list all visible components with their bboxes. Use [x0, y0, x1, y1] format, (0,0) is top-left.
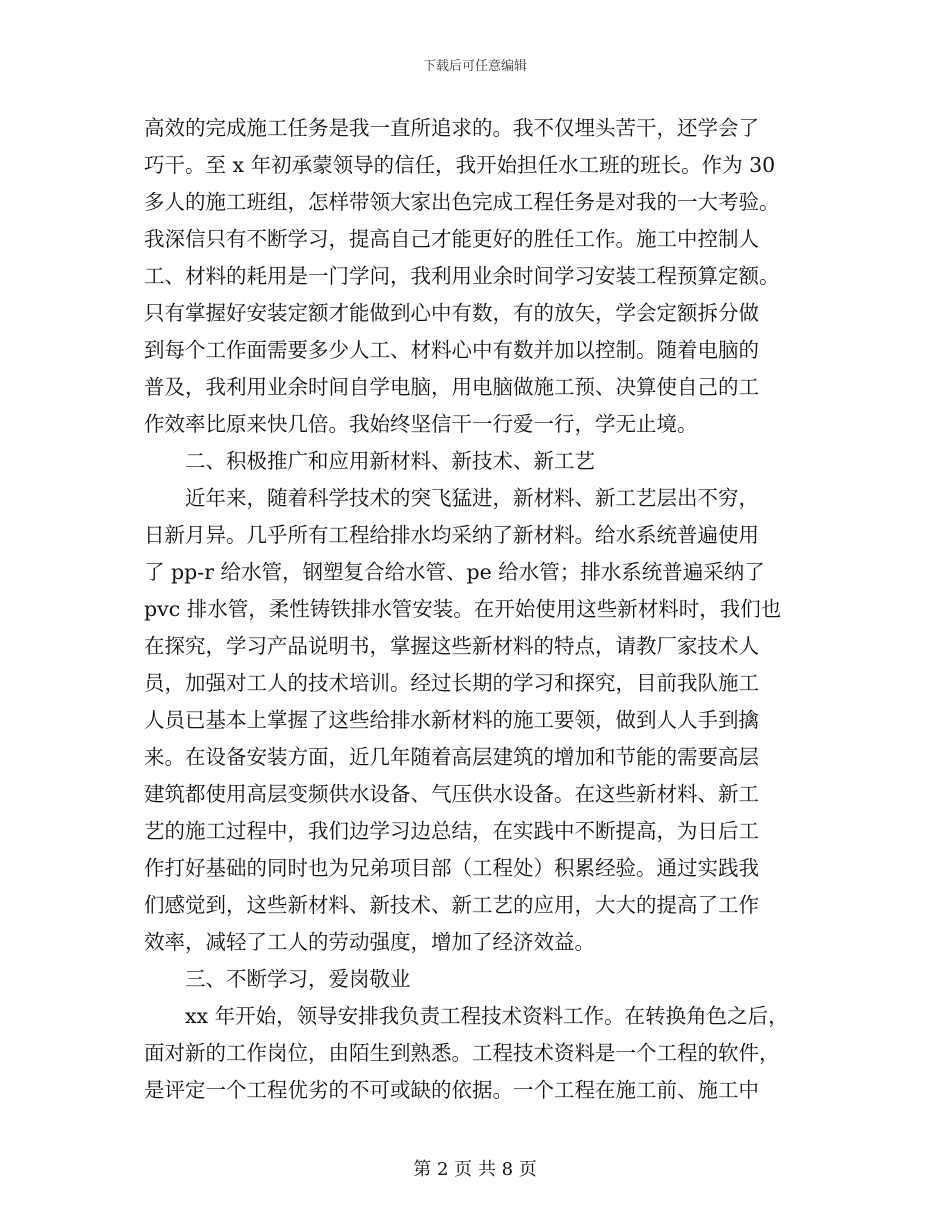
text-line: 巧干。至 x 年初承蒙领导的信任，我开始担任水工班的班长。作为 30: [144, 153, 776, 177]
text-line: 在探究，学习产品说明书，掌握这些新材料的特点，请教厂家技术人: [144, 634, 759, 658]
text-line: 工、材料的耗用是一门学问，我利用业余时间学习安装工程预算定额。: [144, 264, 780, 288]
text-line: 只有掌握好安装定额才能做到心中有数，有的放矢，学会定额拆分做: [144, 301, 759, 325]
section-heading: 三、不断学习，爱岗敬业: [185, 967, 411, 991]
document-body: [144, 110, 814, 1109]
text-line: 们感觉到，这些新材料、新技术、新工艺的应用，大大的提高了工作: [144, 893, 759, 917]
text-line: 艺的施工过程中，我们边学习边总结，在实践中不断提高，为日后工: [144, 819, 759, 843]
text-line: 我深信只有不断学习，提高自己才能更好的胜任工作。施工中控制人: [144, 227, 759, 251]
text-line: 建筑都使用高层变频供水设备、气压供水设备。在这些新材料、新工: [144, 782, 759, 806]
text-line: 员，加强对工人的技术培训。经过长期的学习和探究，目前我队施工: [144, 671, 759, 695]
text-line: 面对新的工作岗位，由陌生到熟悉。工程技术资料是一个工程的软件，: [144, 1041, 780, 1065]
text-line: 普及，我利用业余时间自学电脑，用电脑做施工预、决算使自己的工: [144, 375, 759, 399]
text-line: 多人的施工班组，怎样带领大家出色完成工程任务是对我的一大考验。: [144, 190, 780, 214]
section-heading: 二、积极推广和应用新材料、新技术、新工艺: [185, 449, 595, 473]
text-line: 来。在设备安装方面，近几年随着高层建筑的增加和节能的需要高层: [144, 745, 759, 769]
text-line: 作打好基础的同时也为兄弟项目部（工程处）积累经验。通过实践我: [144, 856, 759, 880]
text-line: 到每个工作面需要多少人工、材料心中有数并加以控制。随着电脑的: [144, 338, 759, 362]
text-line: 高效的完成施工任务是我一直所追求的。我不仅埋头苦干，还学会了: [144, 116, 759, 140]
text-line: 作效率比原来快几倍。我始终坚信干一行爱一行，学无止境。: [144, 412, 698, 436]
text-line: 人员已基本上掌握了这些给排水新材料的施工要领，做到人人手到擒: [144, 708, 759, 732]
text-line: pvc 排水管，柔性铸铁排水管安装。在开始使用这些新材料时，我们也: [144, 597, 782, 621]
text-line: 近年来，随着科学技术的突飞猛进，新材料、新工艺层出不穷，: [185, 486, 759, 510]
page-number: 第 2 页 共 8 页: [413, 1159, 537, 1180]
text-line: xx 年开始，领导安排我负责工程技术资料工作。在转换角色之后，: [185, 1004, 789, 1028]
text-line: 是评定一个工程优劣的不可或缺的依据。一个工程在施工前、施工中: [144, 1078, 759, 1102]
text-line: 效率，减轻了工人的劳动强度，增加了经济效益。: [144, 930, 595, 954]
text-line: 了 pp-r 给水管，钢塑复合给水管、pe 给水管；排水系统普遍采纳了: [144, 560, 765, 584]
page-header: 下载后可任意编辑: [422, 59, 527, 74]
text-line: 日新月异。几乎所有工程给排水均采纳了新材料。给水系统普遍使用: [144, 523, 759, 547]
